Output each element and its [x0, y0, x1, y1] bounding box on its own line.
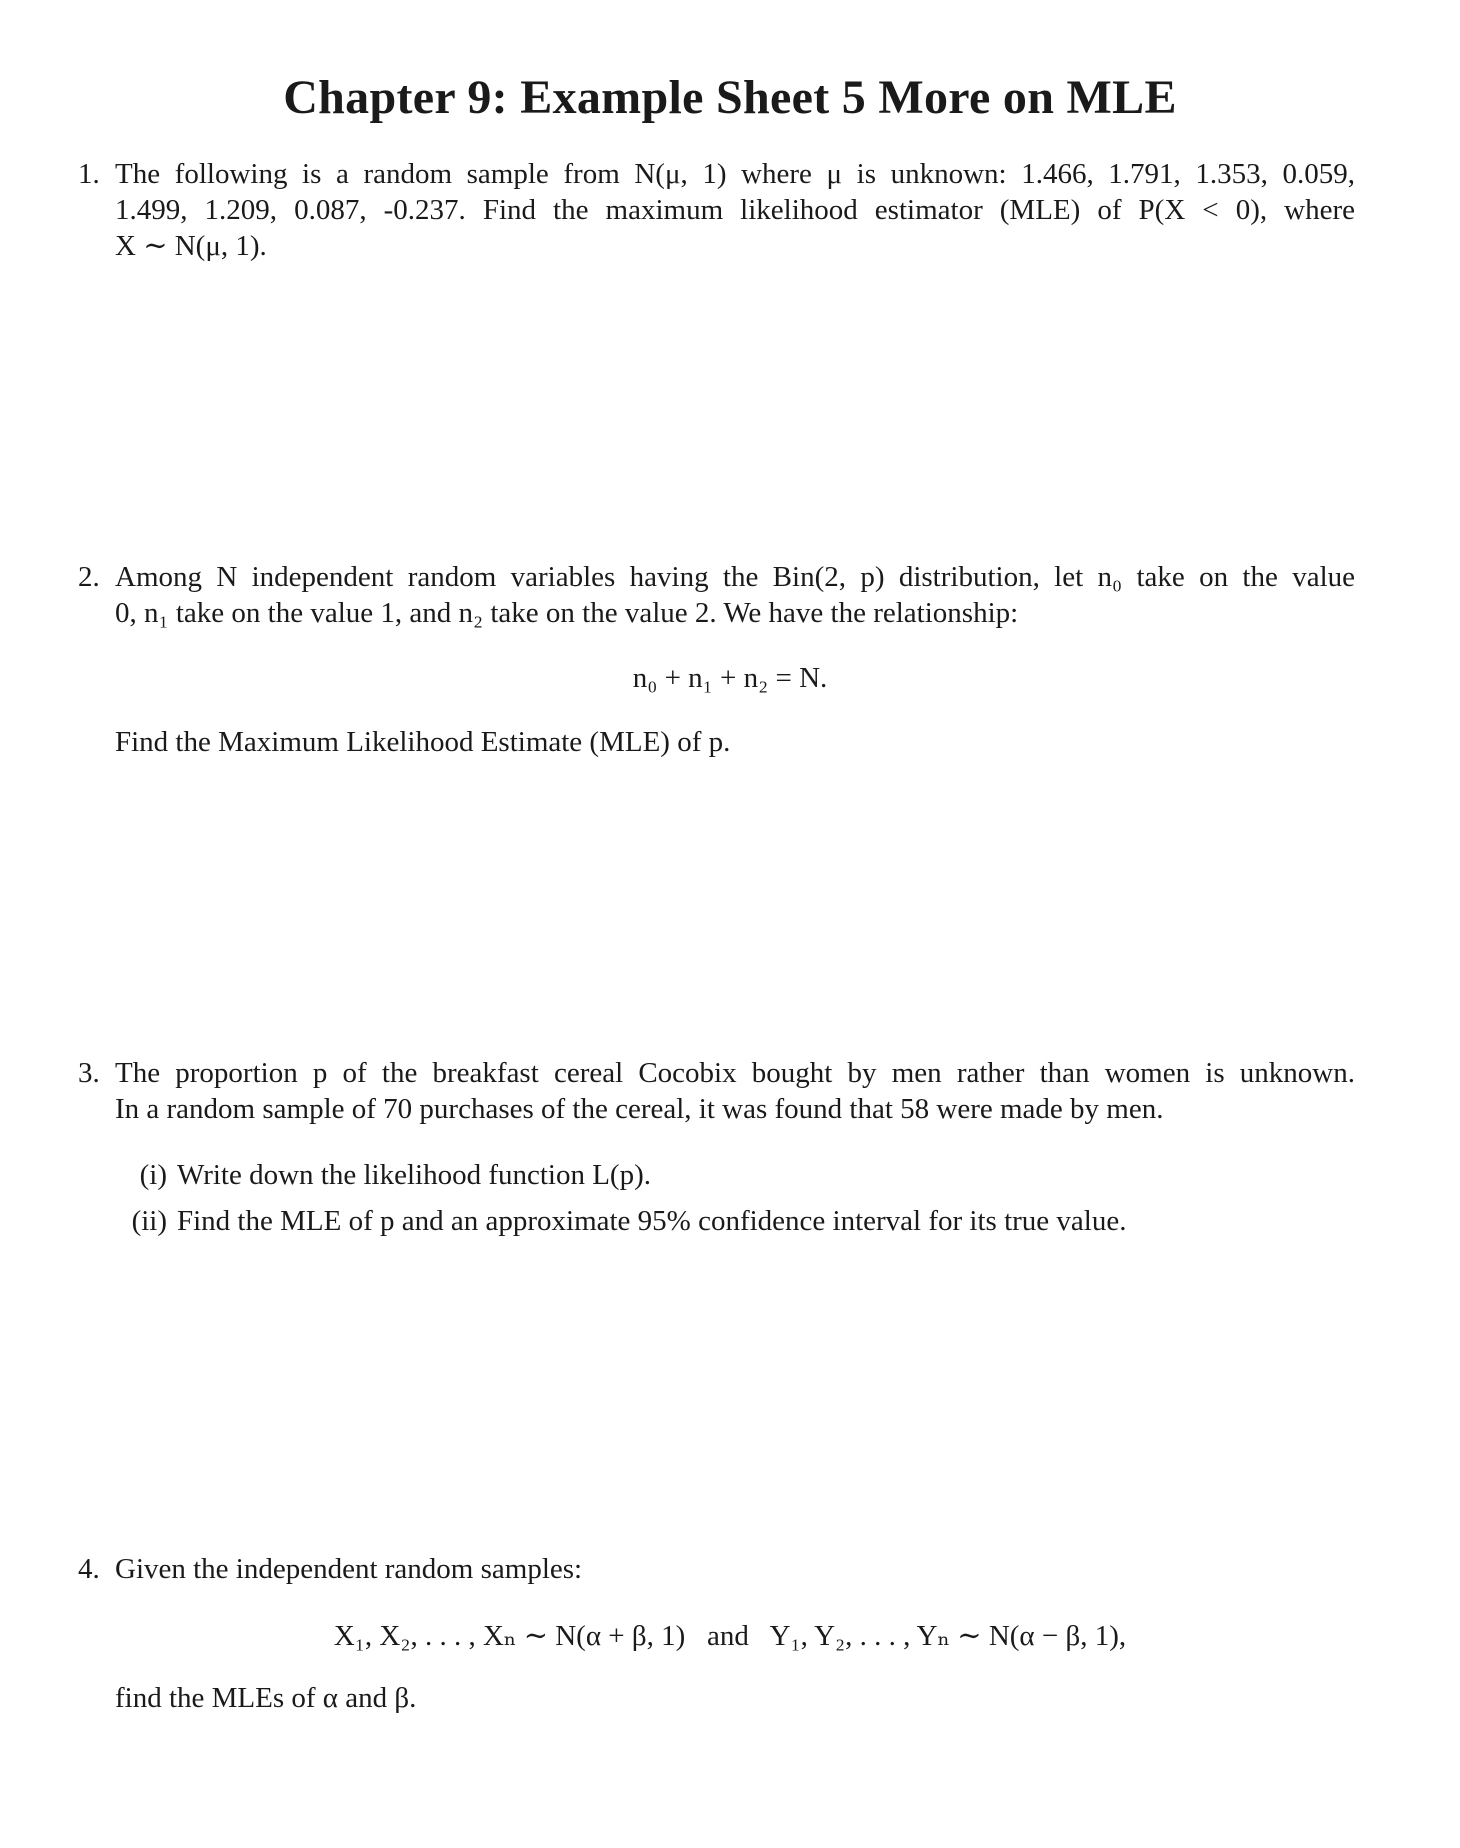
q3-number: 3.: [78, 1057, 100, 1089]
page-title: Chapter 9: Example Sheet 5 More on MLE: [283, 71, 1177, 124]
q4-number: 4.: [78, 1553, 100, 1585]
q3-part-ii-label: (ii): [131, 1205, 167, 1237]
q2-equation: n₀ + n₁ + n₂ = N.: [632, 662, 828, 694]
q2-line-1: Among N independent random variables having the Bin(2, p) distribution, let n₀ take on the value: [115, 561, 1355, 593]
q3-part-i-label: (i): [139, 1159, 167, 1191]
q3-line-2: In a random sample of 70 purchases of the cereal, it was found that 58 were made by men.: [115, 1093, 1164, 1125]
q2-closing: [115, 724, 1355, 760]
q2-closing-line: Find the Maximum Likelihood Estimate (MLE) of p.: [115, 726, 731, 758]
q4-line-1: Given the independent random samples:: [115, 1553, 583, 1585]
q3-text: [115, 1055, 1355, 1127]
q2-text: [115, 559, 1355, 631]
q3-line-1: The proportion p of the breakfast cereal Cocobix bought by men rather than women is unknown.: [115, 1057, 1355, 1089]
q3-part-ii: [115, 1203, 1126, 1239]
q4-text: [115, 1551, 1355, 1587]
q4-equation: X₁, X₂, . . . , Xₙ ∼ N(α + β, 1) and Y₁, Y₂, . . . , Yₙ ∼ N(α − β, 1),: [333, 1620, 1127, 1652]
q1-line-1: The following is a random sample from N(μ, 1) where μ is unknown: 1.466, 1.791, 1.353, 0.059,: [115, 158, 1355, 190]
q3-part-ii-text: Find the MLE of p and an approximate 95% confidence interval for its true value.: [177, 1205, 1127, 1237]
q3-part-i: [115, 1157, 651, 1193]
q4-closing-line: find the MLEs of α and β.: [115, 1682, 417, 1714]
q1-number: 1.: [78, 158, 100, 190]
q2-number: 2.: [78, 561, 100, 593]
q4-closing: [115, 1680, 1355, 1716]
q1-line-2: 1.499, 1.209, 0.087, -0.237. Find the maximum likelihood estimator (MLE) of P(X < 0), where: [115, 194, 1355, 226]
q1-text: [115, 156, 1355, 264]
q1-line-3: X ∼ N(μ, 1).: [115, 230, 267, 262]
q2-line-2: 0, n₁ take on the value 1, and n₂ take on the value 2. We have the relationship:: [115, 597, 1019, 629]
q3-part-i-text: Write down the likelihood function L(p).: [177, 1159, 651, 1191]
